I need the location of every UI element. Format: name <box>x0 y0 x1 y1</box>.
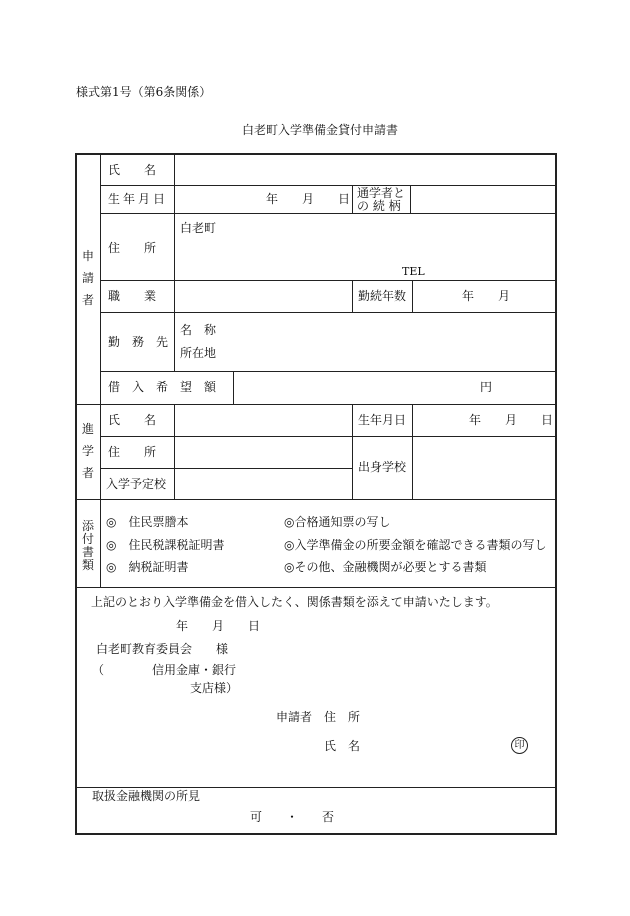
relation-label-line1: 通学者と <box>357 186 406 200</box>
workplace-location-label: 所在地 <box>180 346 217 360</box>
bank-line[interactable]: （ 信用金庫・銀行 <box>92 663 237 677</box>
declaration-date[interactable]: 年 月 日 <box>176 619 261 633</box>
student-name-field[interactable] <box>176 406 350 434</box>
applicant-section-label: 申 請 者 <box>81 249 94 307</box>
student-address-label: 住 所 <box>108 445 157 459</box>
occupation-field[interactable] <box>176 282 350 310</box>
branch-line[interactable]: 支店様） <box>190 681 239 695</box>
attachment-item: ◎ 納税証明書 <box>106 560 189 574</box>
relation-label-line2: の 続 柄 <box>357 199 401 213</box>
school-to-label: 入学予定校 <box>106 477 167 491</box>
school-to-field[interactable] <box>176 470 350 498</box>
attachment-item: ◎その他、金融機関が必要とする書類 <box>284 560 487 574</box>
school-from-label: 出身学校 <box>358 460 407 474</box>
student-name-label: 氏 名 <box>108 413 157 427</box>
student-address-field[interactable] <box>176 438 350 466</box>
applicant-address-label: 住 所 <box>108 241 157 255</box>
relation-field[interactable] <box>412 186 554 212</box>
years-employed-label: 勤続年数 <box>358 289 407 303</box>
attachment-item: ◎ 住民票謄本 <box>106 515 189 529</box>
form-title: 白老町入学準備金貸付申請書 <box>242 123 399 137</box>
loan-amount-unit[interactable]: 円 <box>480 380 493 394</box>
applicant-name-label: 氏 名 <box>108 163 157 177</box>
applicant-birth-label: 生年月日 <box>108 192 169 206</box>
addressee: 白老町教育委員会 様 <box>96 642 229 656</box>
bank-opinion-label: 取扱金融機関の所見 <box>92 789 201 803</box>
student-birth-label: 生年月日 <box>358 413 407 427</box>
workplace-label: 勤 務 先 <box>108 335 169 349</box>
occupation-label: 職 業 <box>108 289 157 303</box>
tel-label: TEL <box>402 265 425 278</box>
student-birth-field[interactable]: 年 月 日 <box>469 413 554 427</box>
applicant-address-field[interactable]: 白老町 <box>180 221 217 235</box>
attachments-section-label: 添 付 書 類 <box>81 519 94 572</box>
applicant-address-signature[interactable]: 申請者 住 所 <box>276 710 361 724</box>
bank-opinion-options[interactable]: 可 ・ 否 <box>250 810 335 824</box>
form-number: 様式第1号（第6条関係） <box>76 85 212 99</box>
school-from-field[interactable] <box>414 438 554 498</box>
student-section-label: 進 学 者 <box>81 422 94 480</box>
seal-mark: 印 <box>511 737 528 754</box>
attachment-item: ◎合格通知票の写し <box>284 515 391 529</box>
applicant-birth-field[interactable]: 年 月 日 <box>266 192 351 206</box>
declaration-statement: 上記のとおり入学準備金を借入したく、関係書類を添えて申請いたします。 <box>91 595 498 609</box>
applicant-name-signature[interactable]: 氏 名 <box>324 739 361 753</box>
applicant-name-field[interactable] <box>176 156 554 184</box>
attachment-item: ◎入学準備金の所要金額を確認できる書類の写し <box>284 538 547 552</box>
years-employed-field[interactable]: 年 月 <box>462 289 511 303</box>
attachment-item: ◎ 住民税課税証明書 <box>106 538 225 552</box>
workplace-name-label: 名 称 <box>180 323 217 337</box>
loan-amount-label: 借 入 希 望 額 <box>108 380 217 394</box>
